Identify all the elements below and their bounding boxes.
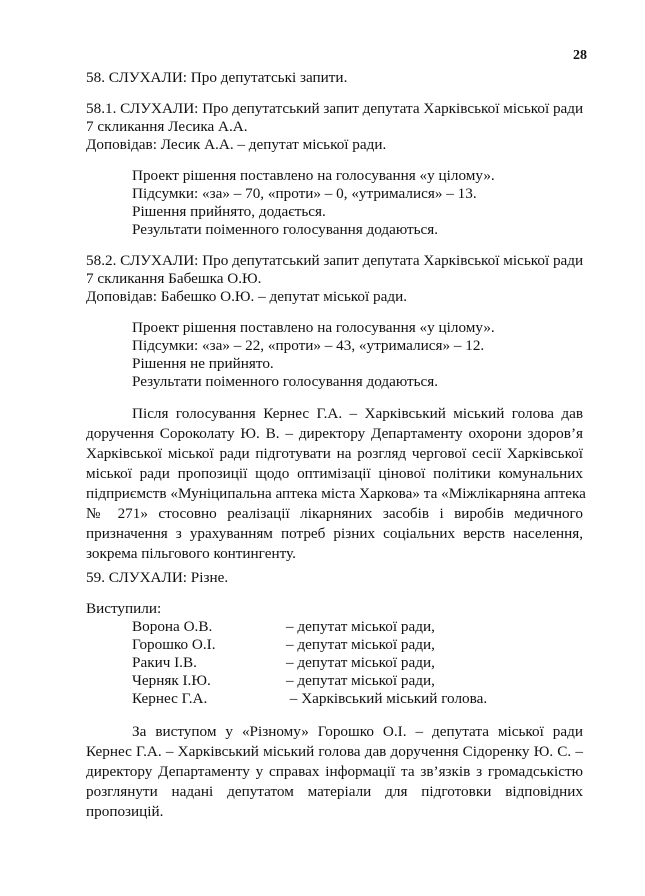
item58-paragraph-line: № 271» стосовно реалізації лікарняних засобів і виробів медичного [86, 505, 583, 522]
item59-paragraph-line: пропозицій. [86, 803, 164, 820]
item58-2-vote-line: Проект рішення поставлено на голосування «у цілому». [132, 319, 495, 336]
item58-1-vote-line: Проект рішення поставлено на голосування «у цілому». [132, 167, 495, 184]
speaker-name: Черняк І.Ю. [132, 672, 211, 689]
speaker-role: – депутат міської ради, [286, 654, 435, 671]
speaker-role: – депутат міської ради, [286, 618, 435, 635]
speaker-role: – Харківський міський голова. [286, 690, 488, 707]
item59-paragraph-line: За виступом у «Різному» Горошко О.І. – депутата міської ради [132, 723, 583, 740]
item58-paragraph-line: міської ради пропозиції щодо оптимізації цінової політики комунальних [86, 465, 583, 482]
item58-2-title-line2: 7 скликання Бабешка О.Ю. [86, 270, 262, 287]
item59-paragraph-line: розглянути надані депутатом матеріали для підготовки відповідних [86, 783, 583, 800]
speakers-label: Виступили: [86, 600, 162, 617]
item58-1-title-line1: 58.1. СЛУХАЛИ: Про депутатський запит депутата Харківської міської ради [86, 100, 584, 117]
speaker-role: – депутат міської ради, [286, 636, 435, 653]
item59-paragraph-line: директору Департаменту у справах інформації та зв’язків з громадськістю [86, 763, 583, 780]
item58-1-speaker: Доповідав: Лесик А.А. – депутат міської ради. [86, 136, 387, 153]
item59-paragraph-line: Кернес Г.А. – Харківський міський голова дав доручення Сідоренку Ю. С. – [86, 743, 583, 760]
item58-1-vote-line: Рішення прийнято, додається. [132, 203, 326, 220]
speaker-name: Ракич І.В. [132, 654, 197, 671]
speaker-name: Горошко О.І. [132, 636, 216, 653]
item58-paragraph-line: доручення Сороколату Ю. В. – директору Департаменту охорони здоров’я [86, 425, 583, 442]
item58-paragraph-line: Харківської міської ради підготувати на розгляд чергової сесії Харківської [86, 445, 583, 462]
item58-2-vote-line: Результати поіменного голосування додаються. [132, 373, 439, 390]
page-number: 28 [573, 48, 587, 63]
speaker-name: Ворона О.В. [132, 618, 213, 635]
item58-2-vote-line: Рішення не прийнято. [132, 355, 274, 372]
speaker-role: – депутат міської ради, [286, 672, 435, 689]
item58-1-vote-line: Результати поіменного голосування додаються. [132, 221, 439, 238]
item59-heading: 59. СЛУХАЛИ: Різне. [86, 569, 229, 586]
item58-2-title-line1: 58.2. СЛУХАЛИ: Про депутатський запит депутата Харківської міської ради [86, 252, 584, 269]
item58-2-speaker: Доповідав: Бабешко О.Ю. – депутат міської ради. [86, 288, 407, 305]
item58-paragraph-line: зокрема пільгового контингенту. [86, 545, 296, 562]
item58-2-vote-line: Підсумки: «за» – 22, «проти» – 43, «утрималися» – 12. [132, 337, 485, 354]
item58-paragraph-line: підприємств «Муніципальна аптека міста Харкова» та «Міжлікарняна аптека [86, 485, 586, 502]
item58-1-title-line2: 7 скликання Лесика А.А. [86, 118, 248, 135]
item58-heading: 58. СЛУХАЛИ: Про депутатські запити. [86, 69, 348, 86]
item58-paragraph-line: призначення з урахуванням потреб різних соціальних верств населення, [86, 525, 583, 542]
item58-1-vote-line: Підсумки: «за» – 70, «проти» – 0, «утрималися» – 13. [132, 185, 477, 202]
item58-paragraph-line: Після голосування Кернес Г.А. – Харківський міський голова дав [132, 405, 583, 422]
speaker-name: Кернес Г.А. [132, 690, 208, 707]
